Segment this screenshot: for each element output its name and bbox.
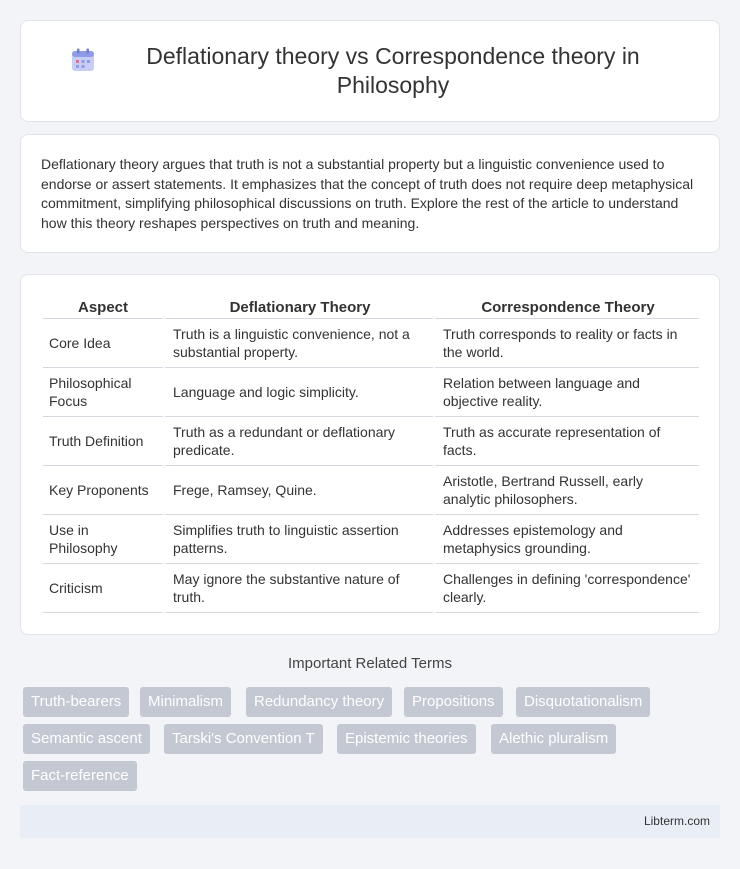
header-aspect: Aspect: [43, 295, 163, 319]
table-header-row: [43, 295, 699, 319]
tag-epistemic-theories[interactable]: Epistemic theories: [337, 724, 476, 754]
table-row: [43, 319, 699, 368]
table-row: [43, 368, 699, 417]
table-cell: Philosophical Focus: [43, 368, 163, 417]
table-row: [43, 417, 699, 466]
table-cell: Frege, Ramsey, Quine.: [163, 466, 433, 515]
table-row: [43, 564, 699, 613]
related-terms-title: Important Related Terms: [288, 655, 452, 672]
table-cell: Truth corresponds to reality or facts in the world.: [433, 319, 699, 368]
header-card: [20, 20, 720, 122]
table-cell: Criticism: [43, 564, 163, 613]
tag-semantic-ascent[interactable]: Semantic ascent: [23, 724, 150, 754]
comparison-table: [43, 295, 699, 613]
table-cell: Truth as a redundant or deflationary predicate.: [163, 417, 433, 466]
tag-disquotationalism[interactable]: Disquotationalism: [516, 687, 650, 717]
table-cell: Key Proponents: [43, 466, 163, 515]
table-cell: Simplifies truth to linguistic assertion patterns.: [163, 515, 433, 564]
tag-minimalism[interactable]: Minimalism: [140, 687, 231, 717]
table-cell: Truth is a linguistic convenience, not a substantial property.: [163, 319, 433, 368]
tag-redundancy-theory[interactable]: Redundancy theory: [246, 687, 392, 717]
tag-tarskis-convention-t[interactable]: Tarski's Convention T: [164, 724, 323, 754]
table-cell: Challenges in defining 'correspondence' clearly.: [433, 564, 699, 613]
table-row: [43, 466, 699, 515]
tag-propositions[interactable]: Propositions: [404, 687, 503, 717]
footer: [20, 805, 720, 838]
tag-alethic-pluralism[interactable]: Alethic pluralism: [491, 724, 616, 754]
header-deflationary: Deflationary Theory: [163, 295, 433, 319]
table-cell: Use in Philosophy: [43, 515, 163, 564]
header-correspondence: Correspondence Theory: [433, 295, 699, 319]
page-title: Deflationary theory vs Correspondence theory in Philosophy: [146, 43, 640, 98]
table-cell: Aristotle, Bertrand Russell, early analytic philosophers.: [433, 466, 699, 515]
table-cell: Language and logic simplicity.: [163, 368, 433, 417]
table-cell: Addresses epistemology and metaphysics grounding.: [433, 515, 699, 564]
intro-text: Deflationary theory argues that truth is not a substantial property but a linguistic convenience used to endorse or assert statements. It emphasizes that the concept of truth does not require deep metaphysical commitment, simplifying philosophical discussions on truth. Explore the rest of the article to understand how this theory reshapes perspectives on truth and meaning.: [41, 156, 694, 231]
comparison-card: [20, 274, 720, 635]
table-cell: Truth Definition: [43, 417, 163, 466]
tag-fact-reference[interactable]: Fact-reference: [23, 761, 137, 791]
footer-site-link[interactable]: Libterm.com: [643, 814, 710, 828]
table-cell: Relation between language and objective reality.: [433, 368, 699, 417]
table-cell: May ignore the substantive nature of truth.: [163, 564, 433, 613]
tag-truth-bearers[interactable]: Truth-bearers: [23, 687, 129, 717]
table-cell: Core Idea: [43, 319, 163, 368]
calendar-icon: [70, 47, 96, 73]
intro-card: [20, 134, 720, 253]
table-row: [43, 515, 699, 564]
table-cell: Truth as accurate representation of facts.: [433, 417, 699, 466]
